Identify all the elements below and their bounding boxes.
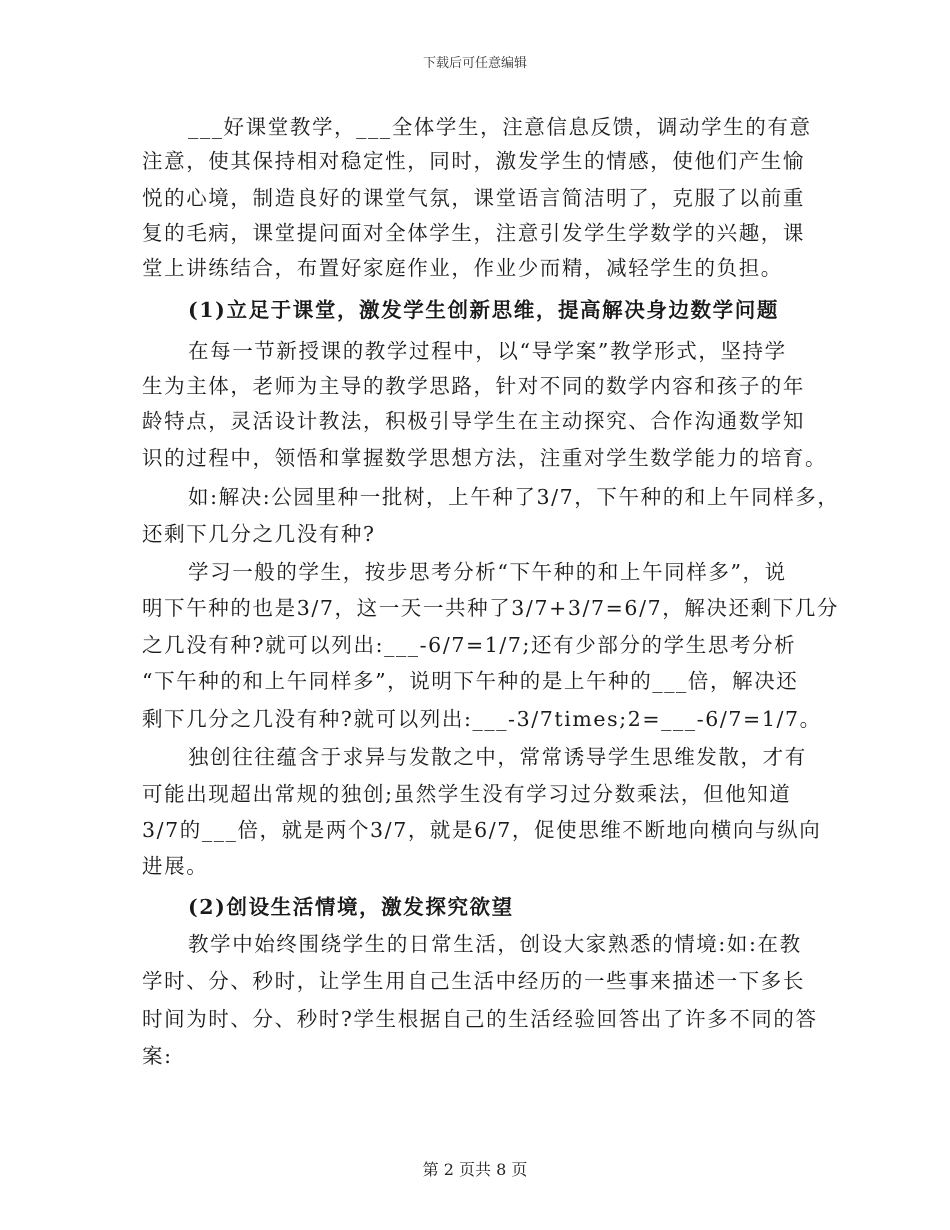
paragraph-line: 独创往往蕴含于求异与发散之中，常常诱导学生思维发散，才有 [188,745,807,769]
section-heading: (1)立足于课堂，激发学生创新思维，提高解决身边数学问题 [188,298,779,322]
paragraph-line: 可能出现超出常规的独创;虽然学生没有学习过分数乘法，但他知道 [142,782,792,806]
paragraph-line: 学时、分、秒时，让学生用自己生活中经历的一些事来描述一下多长 [142,969,805,993]
paragraph-line: 注意，使其保持相对稳定性，同时，激发学生的情感，使他们产生愉 [142,149,805,173]
paragraph-line: 堂上讲练结合，布置好家庭作业，作业少而精，减轻学生的负担。 [142,256,783,280]
paragraph-line: 教学中始终围绕学生的日常生活，创设大家熟悉的情境:如:在教 [188,932,802,956]
page-footer: 第 2 页共 8 页 [422,1160,528,1179]
paragraph-line: 在每一节新授课的教学过程中，以“导学案”教学形式，坚持学 [188,339,787,363]
paragraph-line: “下午种的和上午同样多”，说明下午种的是上午种的___倍，解决还 [142,669,799,693]
section-heading: (2)创设生活情境，激发探究欲望 [188,895,514,919]
paragraph-line: 3/7的___倍，就是两个3/7，就是6/7，促使思维不断地向横向与纵向 [142,818,822,842]
paragraph-line: 学习一般的学生，按步思考分析“下午种的和上午同样多”，说 [188,560,787,584]
paragraph-line: 复的毛病，课堂提问面对全体学生，注意引发学生学数学的兴趣，课 [142,221,805,245]
paragraph-line: 时间为时、分、秒时?学生根据自己的生活经验回答出了许多不同的答 [142,1007,818,1031]
paragraph-line: 之几没有种?就可以列出:___-6/7=1/7;还有少部分的学生思考分析 [142,633,797,657]
paragraph-line: 识的过程中，领悟和掌握数学思想方法，注重对学生数学能力的培育。 [142,446,828,470]
paragraph-line: ___好课堂教学，___全体学生，注意信息反馈，调动学生的有意 [188,115,812,139]
paragraph-line: 明下午种的也是3/7，这一天一共种了3/7+3/7=6/7，解决还剩下几分 [142,596,840,620]
paragraph-line: 剩下几分之几没有种?就可以列出:___-3/7times;2=___-6/7=1/7。 [142,707,822,731]
paragraph-line: 生为主体，老师为主导的教学思路，针对不同的数学内容和孩子的年 [142,374,805,398]
page-header: 下载后可任意编辑 [422,56,527,71]
paragraph-line: 如:解决:公园里种一批树，上午种了3/7，下午种的和上午同样多， [188,485,840,509]
paragraph-line: 案: [142,1044,173,1068]
paragraph-line: 还剩下几分之几没有种? [142,522,376,546]
paragraph-line: 龄特点，灵活设计教法，积极引导学生在主动探究、合作沟通数学知 [142,409,805,433]
paragraph-line: 悦的心境，制造良好的课堂气氛，课堂语言简洁明了，克服了以前重 [142,186,805,210]
paragraph-line: 进展。 [142,854,209,878]
